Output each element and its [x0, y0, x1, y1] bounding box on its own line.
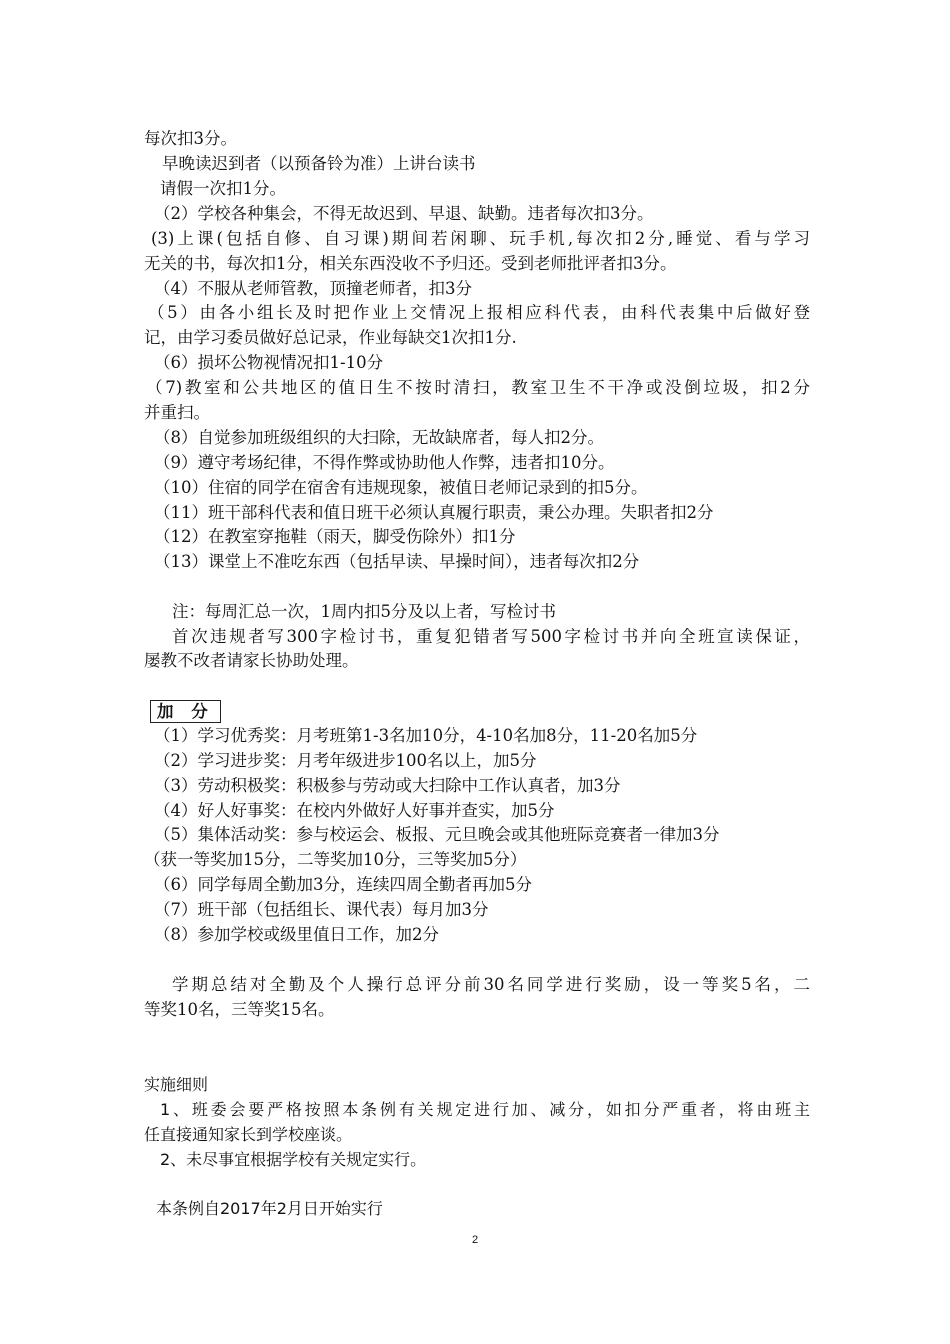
bonus-line: （4）好人好事奖：在校内外做好人好事并查实，加5分	[154, 801, 555, 820]
deduction-line: （4）不服从老师管教，顶撞老师者，扣3分	[154, 279, 472, 298]
awards-line: 等奖10名，三等奖15名。	[144, 1000, 335, 1019]
deduction-line: （5）由各小组长及时把作业上交情况上报相应科代表，由科代表集中后做好登	[148, 303, 810, 322]
bonus-line: （5）集体活动奖：参与校运会、板报、元旦晚会或其他班际竞赛者一律加3分	[154, 825, 720, 844]
deduction-line: (3)上课(包括自修、自习课)期间若闲聊、玩手机,每次扣2分,睡觉、看与学习	[151, 229, 810, 248]
bonus-line: （8）参加学校或级里值日工作，加2分	[154, 925, 439, 944]
bonus-line: （6）同学每周全勤加3分，连续四周全勤者再加5分	[154, 875, 532, 894]
bonus-heading	[150, 699, 810, 724]
deduction-line: （10）住宿的同学在宿舍有违规现象，被值日老师记录到的扣5分。	[154, 478, 648, 497]
deduction-line: （8）自觉参加班级组织的大扫除，无故缺席者，每人扣2分。	[154, 428, 604, 447]
bonus-line: （1）学习优秀奖：月考班第1-3名加10分，4-10名加8分，11-20名加5分	[154, 726, 698, 745]
bonus-line: （3）劳动积极奖：积极参与劳动或大扫除中工作认真者，加3分	[154, 776, 621, 795]
bonus-line: （获一等奖加15分，二等奖加10分，三等奖加5分）	[144, 850, 527, 869]
implementation-line: 任直接通知家长到学校座谈。	[144, 1125, 353, 1144]
effective-date: 本条例自2017年2月日开始实行	[156, 1199, 383, 1218]
deduction-line: （12）在教室穿拖鞋（雨天，脚受伤除外）扣1分	[154, 527, 516, 546]
implementation-title: 实施细则	[144, 1075, 209, 1094]
bonus-line: （7）班干部（包括组长、课代表）每月加3分	[154, 900, 489, 919]
bonus-line: （2）学习进步奖：月考年级进步100名以上，加5分	[154, 751, 537, 770]
page-number: 2	[471, 1234, 479, 1246]
note-line: 首次违规者写300字检讨书，重复犯错者写500字检讨书并向全班宣读保证，	[172, 627, 810, 646]
implementation-line: 2、未尽事宜根据学校有关规定实行。	[160, 1150, 427, 1169]
deduction-line: （2）学校各种集会，不得无故迟到、早退、缺勤。违者每次扣3分。	[154, 204, 654, 223]
deduction-line: （7)教室和公共地区的值日生不按时清扫，教室卫生不干净或没倒垃圾，扣2分	[146, 378, 810, 397]
deduction-line: 无关的书，每次扣1分，相关东西没收不予归还。受到老师批评者扣3分。	[144, 254, 677, 273]
deduction-line: （11）班干部科代表和值日班干必须认真履行职责，秉公办理。失职者扣2分	[154, 503, 714, 522]
deduction-line: （6）损坏公物视情况扣1-10分	[154, 353, 384, 372]
deduction-line: （13）课堂上不准吃东西（包括早读、早操时间），违者每次扣2分	[154, 552, 640, 571]
note-line: 注：每周汇总一次，1周内扣5分及以上者，写检讨书	[172, 602, 556, 621]
awards-line: 学期总结对全勤及个人操行总评分前30名同学进行奖励，设一等奖5名，二	[172, 975, 810, 994]
deduction-line: 请假一次扣1分。	[160, 179, 286, 198]
deduction-line: 每次扣3分。	[144, 129, 237, 148]
deduction-line: （9）遵守考场纪律，不得作弊或协助他人作弊，违者扣10分。	[154, 453, 615, 472]
deduction-line: 早晚读迟到者（以预备铃为准）上讲台读书	[162, 154, 476, 173]
deduction-line: 并重扫。	[144, 403, 210, 422]
deduction-line: 记，由学习委员做好总记录，作业每缺交1次扣1分.	[144, 328, 517, 347]
note-line: 屡教不改者请家长协助处理。	[144, 651, 359, 670]
implementation-line: 1、班委会要严格按照本条例有关规定进行加、减分，如扣分严重者，将由班主	[160, 1100, 810, 1119]
bonus-heading-box: 加 分	[150, 700, 221, 723]
